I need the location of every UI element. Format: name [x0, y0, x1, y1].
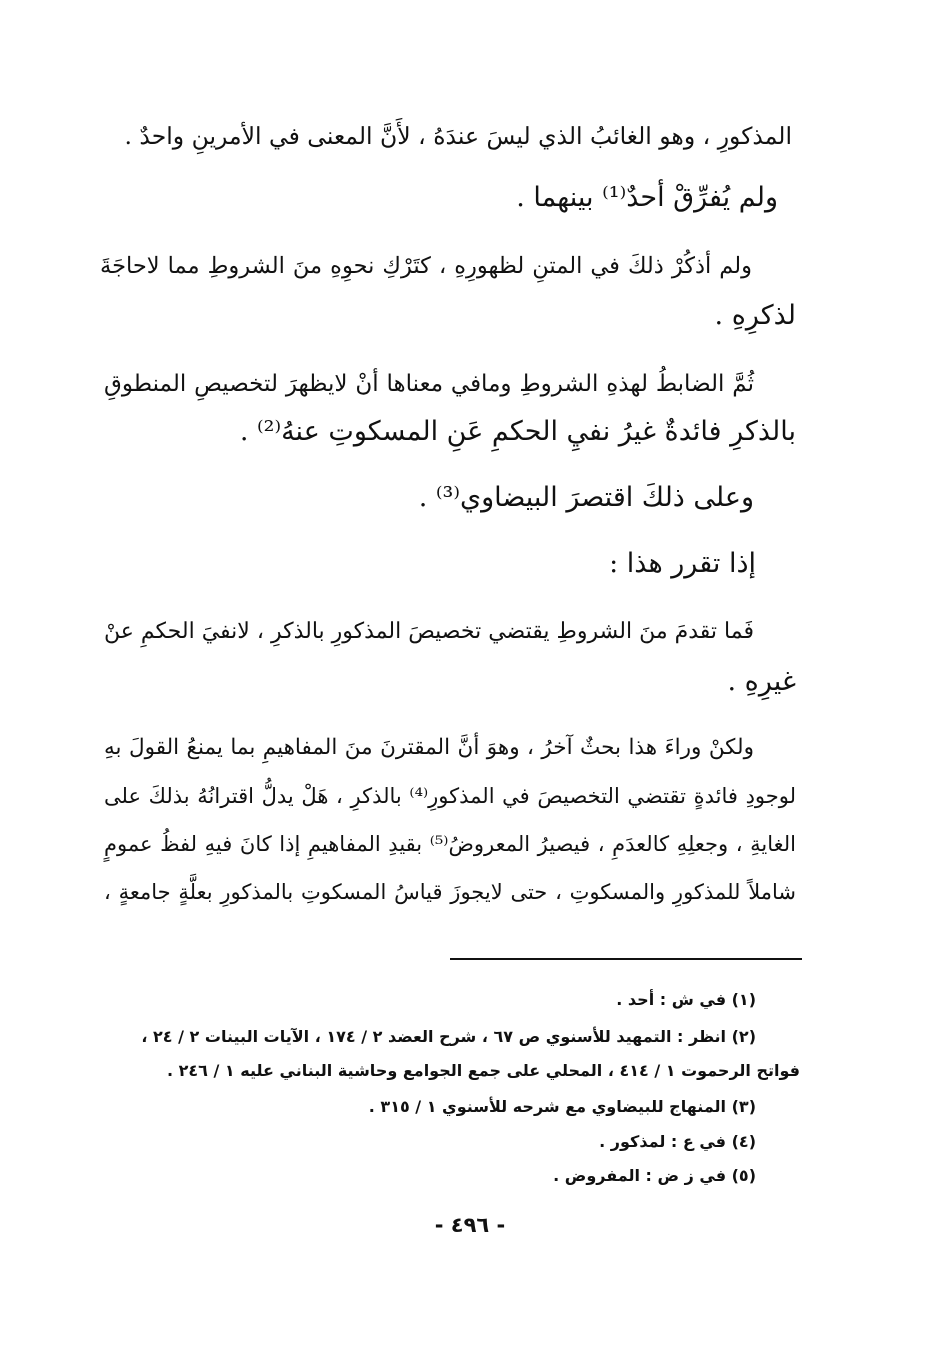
body-line-14: شاملاً للمذكورِ والمسكوتِ ، حتى لايجوزَ قياسُ المسكوتِ بالمذكورِ بعلَّةٍ جامعةٍ ، — [104, 880, 796, 904]
body-line-10: غيرِهِ . — [727, 666, 796, 697]
body-line-8: إذا تقرر هذا : — [609, 548, 756, 579]
body-line-12: لوجودِ فائدةٍ تقتضي التخصيصَ في المذكورِ⁽⁴⁾ بالذكرِ ، هَلْ يدلُّ اقترانُهُ بذلكَ على — [104, 784, 796, 808]
body-line-11: ولكنْ وراءَ هذا بحثٌ آخرُ ، وهوَ أنَّ المقترنَ منَ المفاهيمِ بما يمنعُ القولَ بهِ — [104, 735, 754, 760]
footnote-5: (٥) في ز ض : المفروض . — [553, 1166, 756, 1185]
body-line-6: بالذكرِ فائدةٌ غيرُ نفيِ الحكمِ عَنِ المسكوتِ عنهُ⁽²⁾ . — [239, 416, 796, 447]
body-line-4: لذكرِهِ . — [714, 300, 796, 331]
page-number: - ٤٩٦ - — [434, 1213, 506, 1237]
footnote-1: (١) في ش : أحد . — [616, 990, 756, 1009]
body-line-7: وعلى ذلكَ اقتصرَ البيضاوي⁽³⁾ . — [418, 482, 754, 513]
footnote-2: (٢) انظر : التمهيد للأسنوي ص ٦٧ ، شرح العضد ٢ / ١٧٤ ، الآيات البينات ٢ / ٢٤ ، — [141, 1027, 756, 1046]
body-line-2: ولم يُفرِّقْ أحدٌ⁽¹⁾ بينهما . — [516, 182, 778, 213]
body-line-13: الغايةِ ، وجعلِهِ كالعدَمِ ، فيصيرُ المعروضُ⁽⁵⁾ بقيدِ المفاهيمِ إذا كانَ فيهِ لفظُ عمومٍ — [104, 832, 796, 856]
body-line-1: المذكورِ ، وهو الغائبُ الذي ليسَ عندَهُ ، لأَنَّ المعنى في الأمرينِ واحدٌ . — [124, 122, 792, 150]
body-line-3: ولم أذكُرْ ذلكَ في المتنِ لظهورِهِ ، كتَرْكِ نحوِهِ منَ الشروطِ مما لاحاجَةَ — [100, 253, 752, 279]
footnote-3: (٣) المنهاج للبيضاوي مع شرحه للأسنوي ١ / ٣١٥ . — [368, 1097, 756, 1116]
body-line-5: ثُمَّ الضابطُ لهذهِ الشروطِ ومافي معناها أنْ لايظهرَ لتخصيصِ المنطوقِ — [104, 371, 754, 397]
body-line-9: فَما تقدمَ منَ الشروطِ يقتضي تخصيصَ المذكورِ بالذكرِ ، لانفيَ الحكمِ عنْ — [104, 619, 754, 644]
footnote-4: (٤) في ع : لمذكور . — [599, 1132, 756, 1151]
footnote-separator — [450, 958, 802, 960]
footnote-2-continuation: فواتح الرحموت ١ / ٤١٤ ، المحلي على جمع الجوامع وحاشية البناني عليه ١ / ٢٤٦ . — [166, 1061, 800, 1080]
